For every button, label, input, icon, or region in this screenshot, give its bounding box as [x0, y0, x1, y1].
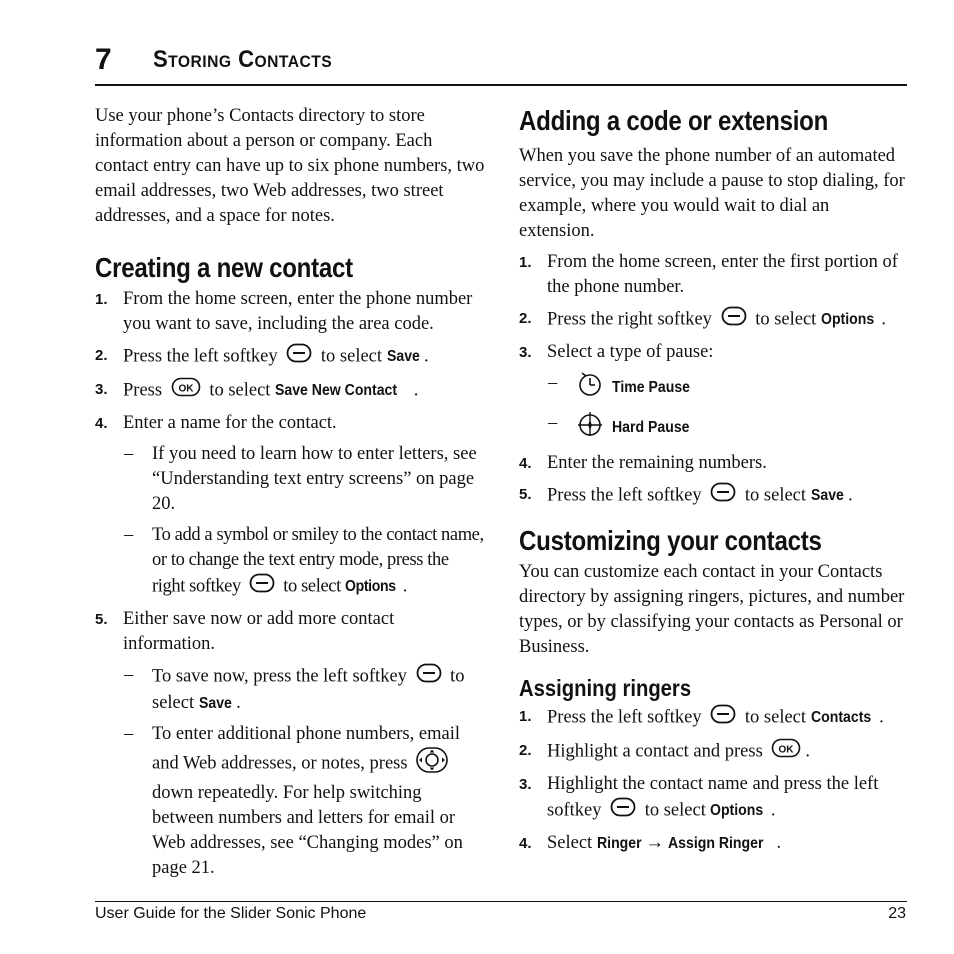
softkey-icon: [286, 343, 312, 371]
code-steps: [519, 250, 909, 365]
softkey-icon: [249, 573, 275, 601]
list-item: – To enter additional phone numbers, email and Web addresses, or notes, press down repeatedly. For help switching between numbers and letters for email or Web addresses, see “Changing modes” on page 21.: [124, 724, 463, 878]
chapter-title: Storing Contacts: [153, 46, 333, 73]
list-item: 2. Press the right softkey to select Options .: [519, 306, 909, 334]
navigation-key-icon: [416, 747, 448, 781]
footer-title: User Guide for the Slider Sonic Phone: [95, 905, 367, 922]
right-column: [519, 104, 909, 856]
list-item: 4. Select Ringer → Assign Ringer .: [519, 833, 782, 853]
softkey-icon: [416, 663, 442, 691]
list-item: 5. Either save now or add more contact information.: [95, 609, 395, 654]
list-item: 3. Highlight the contact name and press the left softkey to select Options .: [519, 772, 909, 825]
list-item: 2. Highlight a contact and press OK .: [519, 738, 909, 766]
step5-sublist: [95, 663, 485, 881]
list-item: – To add a symbol or smiley to the contact name, or to change the text entry mode, press the right softkey to select Options .: [95, 523, 485, 601]
header-rule: [95, 84, 907, 86]
section-heading-code: Adding a code or extension: [519, 105, 829, 136]
left-column: [95, 104, 485, 881]
page-number: 23: [888, 905, 906, 922]
footer-rule: [95, 901, 907, 902]
ok-key-icon: [771, 738, 801, 766]
list-item: 5. Press the left softkey to select Save .: [519, 482, 909, 510]
pause-types: [519, 371, 909, 445]
list-item: 1. From the home screen, enter the phone number you want to save, including the area code.: [95, 289, 473, 334]
list-item: 3. Press OK to select Save New Contact .: [95, 377, 485, 405]
list-item: – Hard Pause: [519, 411, 909, 445]
subheading-ringers: Assigning ringers: [519, 675, 692, 701]
softkey-icon: [721, 306, 747, 334]
step4-sublist: [95, 442, 485, 601]
svg-text:OK: OK: [178, 383, 194, 395]
list-item: 1. Press the left softkey to select Contacts .: [519, 704, 909, 732]
chapter-number: 7: [95, 43, 112, 76]
softkey-icon: [710, 704, 736, 732]
svg-text:OK: OK: [778, 744, 794, 756]
section-heading-customizing: Customizing your contacts: [519, 525, 822, 556]
creating-steps: [95, 287, 485, 436]
softkey-icon: [710, 482, 736, 510]
softkey-icon: [610, 797, 636, 825]
list-item: 2. Press the left softkey to select Save .: [95, 343, 485, 371]
ok-key-icon: [171, 377, 201, 405]
list-item: – To save now, press the left softkey to select Save .: [124, 665, 465, 713]
arrow-icon: →: [645, 833, 664, 853]
time-pause-icon: [577, 371, 603, 405]
list-item: – If you need to learn how to enter letters, see “Understanding text entry screens” on page 20.: [124, 444, 477, 514]
list-item: 4. Enter a name for the contact.: [95, 413, 337, 433]
list-item: 1. From the home screen, enter the first portion of the phone number.: [519, 252, 898, 297]
code-paragraph: When you save the phone number of an automated service, you may include a pause to stop dialing, for example, where you would wait to dial an extension.: [519, 146, 905, 241]
section-heading-creating: Creating a new contact: [95, 252, 353, 283]
intro-paragraph: Use your phone’s Contacts directory to store information about a person or company. Each contact entry can have up to six phone numbers, two email addresses, two Web addresses, two street addresses, and a space for notes.: [95, 106, 485, 226]
list-item: 4. Enter the remaining numbers.: [519, 453, 767, 473]
list-item: 3. Select a type of pause:: [519, 342, 714, 362]
ringer-steps: [519, 704, 909, 856]
hard-pause-icon: [577, 411, 603, 445]
customizing-paragraph: You can customize each contact in your Contacts directory by assigning ringers, pictures, and number types, or by classifying your contacts as Personal or Business.: [519, 562, 905, 657]
list-item: – Time Pause: [519, 371, 909, 405]
